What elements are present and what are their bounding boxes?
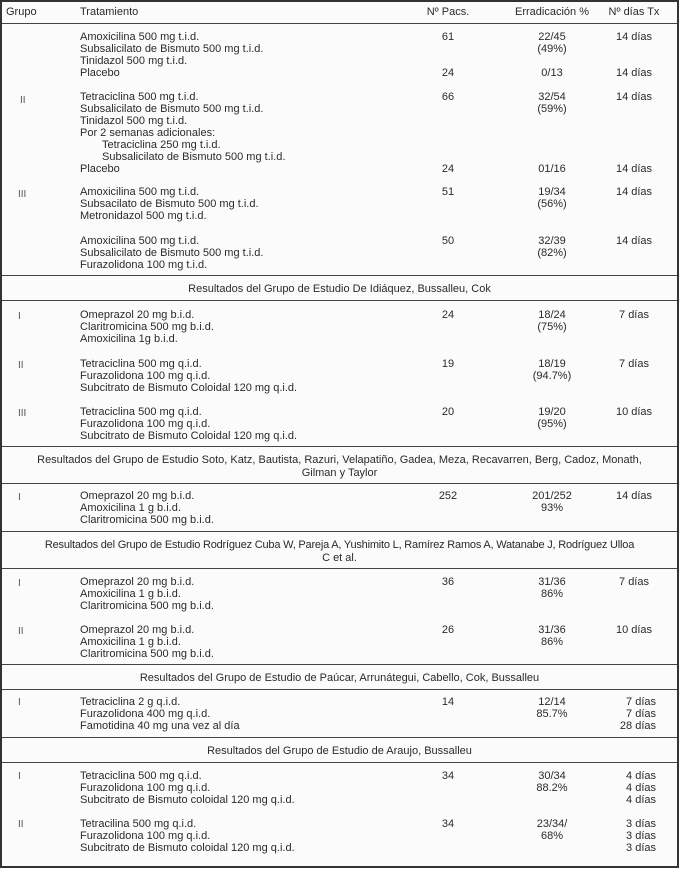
treatment-line: Tetraciclina 500 mg q.i.d. bbox=[80, 770, 202, 782]
group-label: I bbox=[18, 697, 21, 708]
days-value: 14 días bbox=[615, 91, 653, 103]
section-title: Resultados del Grupo de Estudio Soto, Katz, Bautista, Razuri, Velapatiño, Gadea, Meza, Recavarren, Berg, Cadoz, Monath, bbox=[37, 454, 642, 466]
treatment-subline: Tetraciclina 250 mg t.i.d. bbox=[102, 139, 221, 151]
treatment-line: Placebo bbox=[80, 163, 120, 175]
pacs-value: 50 bbox=[441, 235, 455, 247]
erradication-value: 0/13 bbox=[541, 67, 563, 79]
treatment-line: Tetraciclina 500 mg t.i.d. bbox=[80, 91, 199, 103]
treatment-line: Placebo bbox=[80, 67, 120, 79]
days-value: 14 días bbox=[615, 235, 653, 247]
days-value: 10 días bbox=[615, 624, 653, 636]
pacs-value: 14 bbox=[441, 696, 455, 708]
days-value: 7 días bbox=[626, 708, 656, 720]
days-value: 3 días bbox=[626, 842, 656, 854]
erradication-value: 23/34/ bbox=[536, 818, 568, 830]
treatment-line: Omeprazol 20 mg b.i.d. bbox=[80, 576, 195, 588]
erradication-value: 22/45 bbox=[538, 31, 566, 43]
erradication-value: 19/20 bbox=[538, 406, 566, 418]
section-divider bbox=[2, 737, 677, 738]
days-value: 4 días bbox=[626, 794, 656, 806]
section-title: Resultados del Grupo de Estudio de Araujo, Bussalleu bbox=[207, 745, 472, 757]
days-value: 14 días bbox=[615, 67, 653, 79]
pacs-value: 34 bbox=[441, 818, 455, 830]
header-tratamiento: Tratamiento bbox=[80, 6, 139, 18]
section-divider bbox=[2, 483, 677, 484]
erradication-value: 18/24 bbox=[538, 309, 566, 321]
treatment-line: Amoxicilina 1 g b.i.d. bbox=[80, 636, 181, 648]
days-value: 7 días bbox=[619, 309, 649, 321]
days-value: 7 días bbox=[619, 576, 649, 588]
treatment-line: Amoxicilina 500 mg t.i.d. bbox=[80, 31, 200, 43]
erradication-percent: (49%) bbox=[537, 43, 567, 55]
days-value: 14 días bbox=[615, 163, 653, 175]
section-divider bbox=[2, 531, 677, 532]
section-divider bbox=[2, 664, 677, 665]
pacs-value: 24 bbox=[441, 67, 455, 79]
group-label: II bbox=[18, 626, 24, 637]
treatment-line: Furazolidona 100 mg q.i.d. bbox=[80, 782, 211, 794]
treatment-line: Claritromicina 500 mg b.i.d. bbox=[80, 600, 214, 612]
treatment-line: Amoxicilina 1 g b.i.d. bbox=[80, 502, 181, 514]
group-label: II bbox=[18, 360, 24, 371]
erradication-value: 12/14 bbox=[538, 696, 566, 708]
days-value: 3 días bbox=[626, 818, 656, 830]
treatment-line: Claritromicina 500 mg b.i.d. bbox=[80, 514, 214, 526]
pacs-value: 36 bbox=[441, 576, 455, 588]
erradication-value: 01/16 bbox=[538, 163, 566, 175]
treatment-line: Claritromicina 500 mg b.i.d. bbox=[80, 648, 214, 660]
group-label: I bbox=[18, 578, 21, 589]
pacs-value: 19 bbox=[441, 358, 455, 370]
header-erradicacion: Erradicación % bbox=[515, 6, 589, 18]
erradication-percent: (82%) bbox=[537, 247, 567, 259]
group-label: III bbox=[18, 189, 27, 200]
erradication-percent: 86% bbox=[540, 636, 564, 648]
pacs-value: 34 bbox=[441, 770, 455, 782]
treatment-line: Furazolidona 100 mg q.i.d. bbox=[80, 370, 211, 382]
erradication-percent: (75%) bbox=[537, 321, 567, 333]
erradication-percent: (59%) bbox=[537, 103, 567, 115]
treatment-line: Omeprazol 20 mg b.i.d. bbox=[80, 309, 195, 321]
treatment-line: Amoxicilina 500 mg t.i.d. bbox=[80, 186, 200, 198]
section-title: Resultados del Grupo de Estudio De Idiáquez, Bussalleu, Cok bbox=[188, 283, 491, 295]
days-value: 4 días bbox=[626, 782, 656, 794]
treatment-line: Tinidazol 500 mg t.i.d. bbox=[80, 115, 188, 127]
days-value: 28 días bbox=[619, 720, 656, 732]
treatment-line: Furazolidona 100 mg q.i.d. bbox=[80, 418, 211, 430]
section-divider bbox=[2, 762, 677, 763]
header-pacs: Nº Pacs. bbox=[426, 6, 470, 18]
treatment-line: Metronidazol 500 mg t.i.d. bbox=[80, 210, 207, 222]
erradication-percent: 68% bbox=[540, 830, 564, 842]
header-grupo: Grupo bbox=[6, 6, 37, 18]
header-divider bbox=[2, 23, 677, 24]
pacs-value: 24 bbox=[441, 309, 455, 321]
days-value: 14 días bbox=[615, 490, 653, 502]
section-title-cont: C et al. bbox=[322, 552, 357, 564]
treatment-line: Famotidina 40 mg una vez al día bbox=[80, 720, 240, 732]
section-divider bbox=[2, 300, 677, 301]
section-divider bbox=[2, 446, 677, 447]
erradication-value: 19/34 bbox=[538, 186, 566, 198]
treatment-line: Claritromicina 500 mg b.i.d. bbox=[80, 321, 214, 333]
erradication-percent: 85.7% bbox=[536, 708, 568, 720]
treatment-line: Tetraciclina 500 mg q.i.d. bbox=[80, 406, 202, 418]
treatment-line: Subsacilato de Bismuto 500 mg t.i.d. bbox=[80, 198, 259, 210]
erradication-percent: (95%) bbox=[537, 418, 567, 430]
treatment-line: Subcitrato de Bismuto coloidal 120 mg q.i.d. bbox=[80, 794, 295, 806]
treatment-line: Tetraciclina 500 mg q.i.d. bbox=[80, 358, 202, 370]
treatment-line: Omeprazol 20 mg b.i.d. bbox=[80, 490, 195, 502]
treatment-line: Amoxicilina 500 mg t.i.d. bbox=[80, 235, 200, 247]
pacs-value: 61 bbox=[441, 31, 455, 43]
treatment-line: Omeprazol 20 mg b.i.d. bbox=[80, 624, 195, 636]
section-divider bbox=[2, 275, 677, 276]
pacs-value: 20 bbox=[441, 406, 455, 418]
group-label: II bbox=[18, 819, 24, 830]
group-label: I bbox=[18, 311, 21, 322]
pacs-value: 26 bbox=[441, 624, 455, 636]
section-divider bbox=[2, 689, 677, 690]
section-title-cont: Gilman y Taylor bbox=[301, 467, 378, 479]
section-divider bbox=[2, 568, 677, 569]
treatment-line: Subcitrato de Bismuto Coloidal 120 mg q.i.d. bbox=[80, 430, 298, 442]
pacs-value: 51 bbox=[441, 186, 455, 198]
erradication-value: 201/252 bbox=[532, 490, 572, 502]
treatment-line: Tinidazol 500 mg t.i.d. bbox=[80, 55, 188, 67]
group-label: II bbox=[20, 95, 26, 106]
treatment-line: Tetraciclina 2 g q.i.d. bbox=[80, 696, 181, 708]
treatment-line: Amoxicilina 1 g b.i.d. bbox=[80, 588, 181, 600]
erradication-value: 32/54 bbox=[538, 91, 566, 103]
erradication-percent: (94.7%) bbox=[532, 370, 572, 382]
days-value: 7 días bbox=[619, 358, 649, 370]
treatment-line: Subsalicilato de Bismuto 500 mg t.i.d. bbox=[80, 43, 264, 55]
group-label: III bbox=[18, 408, 27, 419]
treatment-line: Furazolidona 100 mg t.i.d. bbox=[80, 259, 208, 271]
header-dias: Nº días Tx bbox=[608, 6, 660, 18]
group-label: I bbox=[18, 771, 21, 782]
treatment-line: Furazolidona 400 mg q.i.d. bbox=[80, 708, 211, 720]
erradication-value: 31/36 bbox=[538, 624, 566, 636]
days-value: 10 días bbox=[615, 406, 653, 418]
group-label: I bbox=[18, 492, 21, 503]
treatment-subline: Subsalicilato de Bismuto 500 mg t.i.d. bbox=[102, 151, 286, 163]
days-value: 14 días bbox=[615, 31, 653, 43]
pacs-value: 252 bbox=[438, 490, 458, 502]
treatment-line: Amoxicilina 1g b.i.d. bbox=[80, 333, 178, 345]
days-value: 7 días bbox=[626, 696, 656, 708]
days-value: 14 días bbox=[615, 186, 653, 198]
erradication-value: 18/19 bbox=[538, 358, 566, 370]
section-title: Resultados del Grupo de Estudio de Paúcar, Arrunátegui, Cabello, Cok, Bussalleu bbox=[139, 672, 540, 684]
treatment-line: Subsalicilato de Bismuto 500 mg t.i.d. bbox=[80, 103, 264, 115]
treatment-line: Tetracilina 500 mg q.i.d. bbox=[80, 818, 197, 830]
pacs-value: 24 bbox=[441, 163, 455, 175]
erradication-percent: (56%) bbox=[537, 198, 567, 210]
days-value: 3 días bbox=[626, 830, 656, 842]
treatment-line: Subcitrato de Bismuto Coloidal 120 mg q.i.d. bbox=[80, 382, 298, 394]
erradication-percent: 86% bbox=[540, 588, 564, 600]
pacs-value: 66 bbox=[441, 91, 455, 103]
treatment-line: Subcitrato de Bismuto coloidal 120 mg q.i.d. bbox=[80, 842, 295, 854]
section-title: Resultados del Grupo de Estudio Rodríguez Cuba W, Pareja A, Yushimito L, Ramírez Ramos A, Watanabe J, Rodríguez Ulloa bbox=[44, 539, 635, 551]
treatment-line: Furazolidona 100 mg q.i.d. bbox=[80, 830, 211, 842]
erradication-percent: 93% bbox=[540, 502, 564, 514]
treatment-line: Subsalicilato de Bismuto 500 mg t.i.d. bbox=[80, 247, 264, 259]
erradication-percent: 88.2% bbox=[536, 782, 568, 794]
treatment-line: Por 2 semanas adicionales: bbox=[80, 127, 216, 139]
erradication-value: 32/39 bbox=[538, 235, 566, 247]
days-value: 4 días bbox=[626, 770, 656, 782]
erradication-value: 30/34 bbox=[538, 770, 566, 782]
erradication-value: 31/36 bbox=[538, 576, 566, 588]
